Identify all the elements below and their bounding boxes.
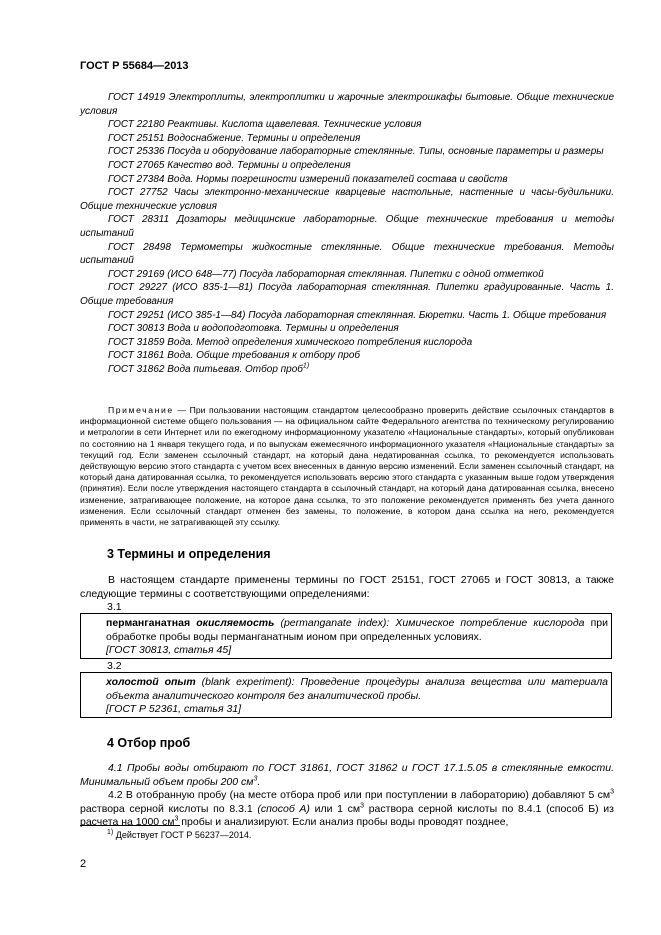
term-definition-rest: при обработке пробы воды перманганатным ионом при определенных условиях. bbox=[106, 617, 608, 643]
normative-references bbox=[80, 91, 614, 376]
footnote-marker: 1) bbox=[107, 829, 114, 836]
reference-item: ГОСТ 27065 Качество вод. Термины и определения bbox=[108, 159, 351, 171]
footnote-marker: 1) bbox=[302, 362, 310, 370]
reference-item: ГОСТ 28311 Дозаторы медицинские лабораторные. Общие технические требования и методы испытаний bbox=[80, 214, 614, 239]
reference-item: ГОСТ 27752 Часы электронно-механические кварцевые настольные, настенные и часы-будильники. Общие технические условия bbox=[80, 187, 614, 212]
reference-item: ГОСТ 28498 Термометры жидкостные стеклянные. Общие технические требования. Методы испытаний bbox=[80, 241, 614, 267]
footnote-text: Действует ГОСТ Р 56237—2014. bbox=[113, 830, 252, 840]
note-block bbox=[80, 405, 614, 528]
reference-item: ГОСТ 27384 Вода. Нормы погрешности измерений показателей состава и свойств bbox=[108, 173, 508, 185]
reference-item: ГОСТ 22180 Реактивы. Кислота щавелевая. Технические условия bbox=[108, 119, 422, 131]
term-number: 3.2 bbox=[107, 660, 122, 672]
reference-item: ГОСТ 14919 Электроплиты, электроплитки и жарочные электрошкафы бытовые. Общие технические условия bbox=[80, 92, 614, 117]
paragraph-4-2: 4.2 В отобранную пробу (на месте отбора проб или при поступлении в лабораторию) добавляют 5 $см^3$ раствора серной кислоты по 8.3.1 (способ А) или 1 $см^3$ раствора серной кислоты по 8.4.1 (способ Б) из расчета на 1000 $см^3$ пробы и анализируют. Если анализ пробы воды проводят позднее, bbox=[80, 788, 614, 829]
footnote bbox=[107, 830, 251, 840]
term-name-italic: холостой опыт bbox=[106, 676, 196, 688]
note-label: Примечание bbox=[108, 405, 174, 415]
term-source: [ГОСТ 30813, статья 45] bbox=[106, 644, 232, 657]
reference-item: ГОСТ 29169 (ИСО 648—77) Посуда лабораторная стеклянная. Пипетки с одной отметкой bbox=[108, 268, 544, 280]
section-4-heading: 4 Отбор проб bbox=[107, 736, 191, 750]
term-definition: Химическое потребление кислорода bbox=[395, 617, 585, 629]
reference-item: ГОСТ 31861 Вода. Общие требования к отбору проб bbox=[108, 350, 361, 362]
reference-item: ГОСТ 29227 (ИСО 835-1—81) Посуда лабораторная стеклянная. Пипетки градуированные. Часть 1. Общие требования bbox=[80, 282, 614, 307]
section-4-body bbox=[80, 762, 614, 830]
document-header: ГОСТ Р 55684—2013 bbox=[80, 60, 189, 72]
note-text: — При пользовании настоящим стандартом целесообразно проверить действие ссылочных стандартов в информационной системе общего пользования — на официальном сайте Федерального агентства по техническому регулированию и метрологии в сети Интернет или по ежегодному информационному указателю «Национальные стандарты», который опубликован по состоянию на 1 января текущего года, и по выпускам ежемесячного информационного указателя «Национальные стандарты» за текущий год. Если заменен ссылочный стандарт, на который дана недатированная ссылка, то рекомендуется использовать действующую версию этого стандарта с учетом всех внесенных в данную версию изменений. Если заменен ссылочный стандарт, на который дана датированная ссылка, то рекомендуется использовать версию этого стандарта с указанным выше годом утверждения (принятия). Если после утверждения настоящего стандарта в ссылочный стандарт, на который дана датированная ссылка, внесено изменение, затрагивающее положение, на которое дана ссылка, то это положение рекомендуется применять без учета данного изменения. Если ссылочный стандарт отменен без замены, то положение, в котором дана ссылка на него, рекомендуется применять в части, не затрагивающей эту ссылку. bbox=[80, 405, 614, 528]
reference-item: ГОСТ 25151 Водоснабжение. Термины и определения bbox=[108, 132, 361, 144]
term-number: 3.1 bbox=[107, 601, 122, 613]
term-english: (permanganate index): bbox=[274, 617, 396, 629]
section-3-heading: 3 Термины и определения bbox=[107, 547, 271, 561]
reference-item: ГОСТ 25336 Посуда и оборудование лабораторные стеклянные. Типы, основные параметры и размеры bbox=[108, 146, 604, 158]
footnote-divider bbox=[80, 825, 180, 826]
reference-item: ГОСТ 31859 Вода. Метод определения химического потребления кислорода bbox=[108, 336, 473, 348]
term-source: [ГОСТ Р 52361, статья 31] bbox=[106, 703, 242, 716]
intro-text: В настоящем стандарте применены термины по ГОСТ 25151, ГОСТ 27065 и ГОСТ 30813, а также следующие термины с соответствующими определениями: bbox=[80, 574, 614, 600]
page-number: 2 bbox=[80, 858, 87, 870]
reference-item: ГОСТ 30813 Вода и водоподготовка. Термины и определения bbox=[108, 323, 399, 335]
term-definition: Проведение процедуры анализа вещества или материала объекта аналитического контроля без аналитической пробы. bbox=[106, 676, 608, 702]
reference-item-last bbox=[80, 363, 614, 377]
term-name-italic: окисляемость bbox=[196, 617, 275, 629]
section-3-intro bbox=[80, 574, 614, 601]
term-box bbox=[80, 672, 612, 718]
term-name: перманганатная bbox=[106, 617, 197, 629]
paragraph-4-1: 4.1 Пробы воды отбирают по ГОСТ 31861, ГОСТ 31862 и ГОСТ 17.1.5.05 в стеклянные емкости. Минимальный объем пробы 200 $см^3$. bbox=[80, 762, 614, 788]
reference-text: ГОСТ 31862 Вода питьевая. Отбор проб bbox=[108, 363, 303, 375]
term-box bbox=[80, 613, 612, 659]
term-english: (blank experiment): bbox=[195, 676, 301, 688]
reference-item: ГОСТ 29251 (ИСО 385-1—84) Посуда лабораторная стеклянная. Бюретки. Часть 1. Общие требования bbox=[108, 309, 607, 321]
